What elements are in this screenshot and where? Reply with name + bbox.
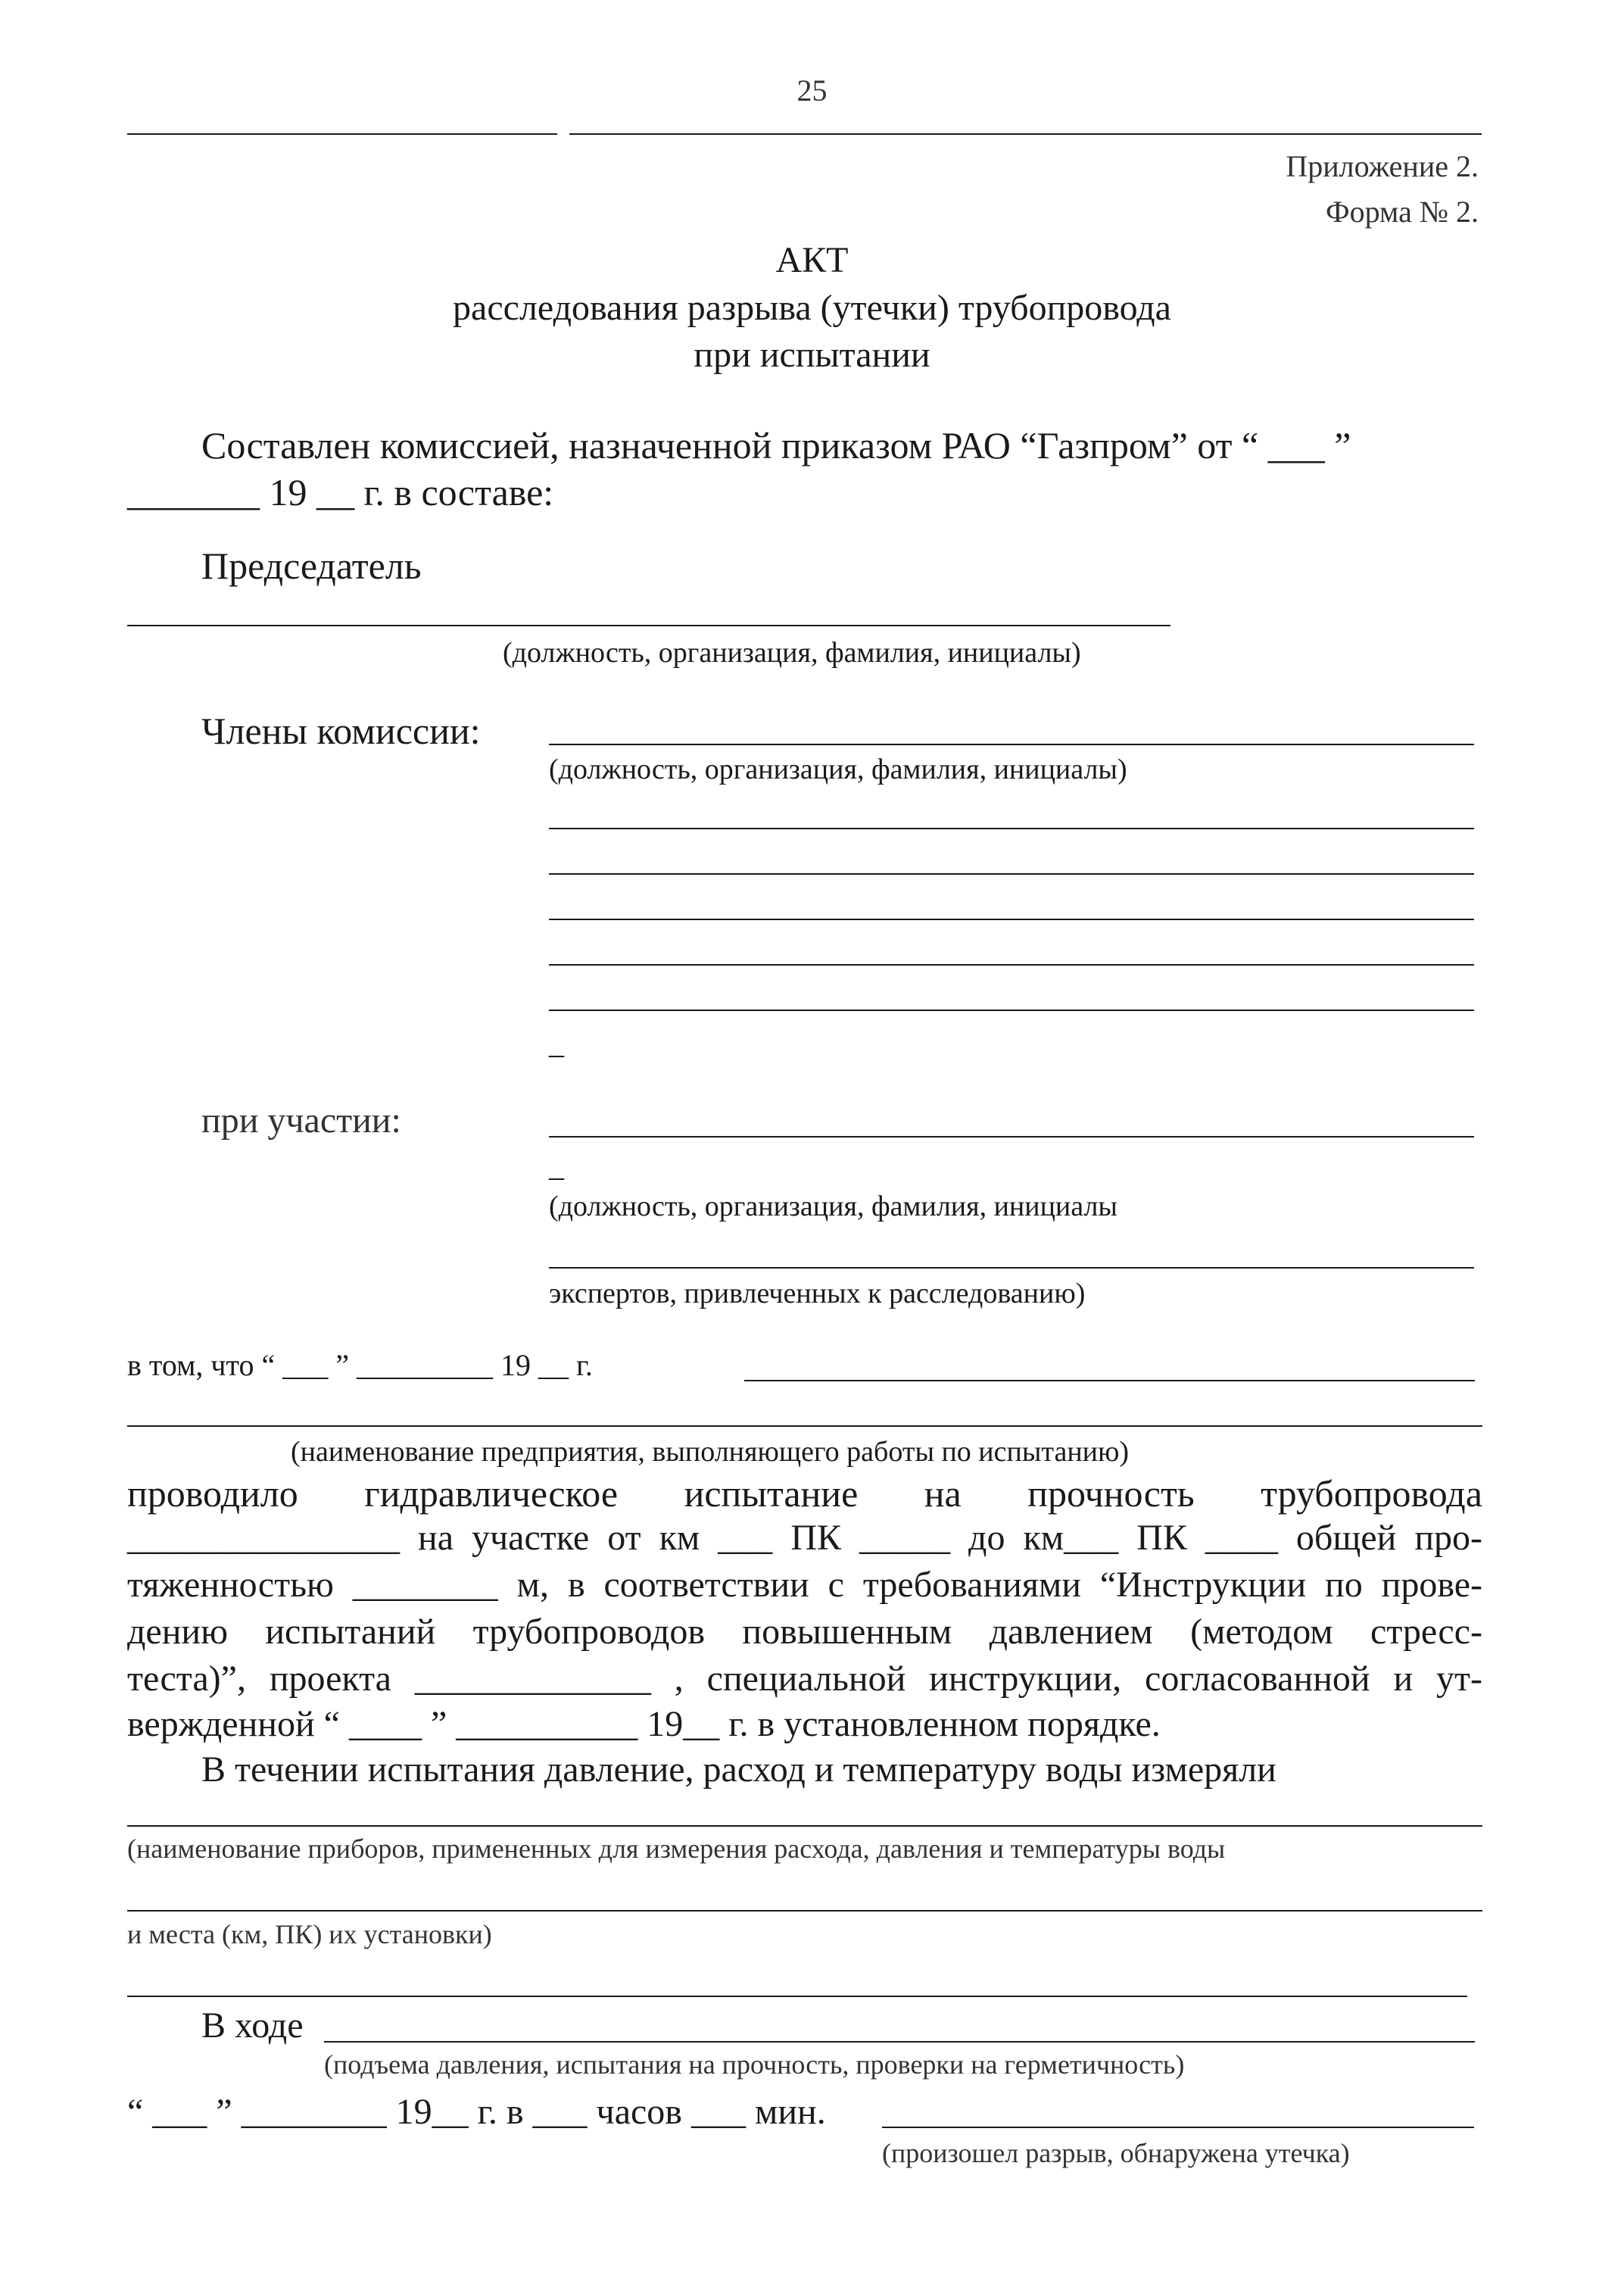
stage-field[interactable] — [324, 2041, 1475, 2043]
members-caption: (должность, организация, фамилия, инициалы) — [549, 754, 1127, 785]
places-caption: и места (км, ПК) их установки) — [127, 1919, 492, 1949]
word: гидравлическое — [364, 1472, 619, 1515]
participation-caption-2: экспертов, привлеченных к расследованию) — [549, 1278, 1086, 1309]
places-field-2[interactable] — [127, 1996, 1467, 1997]
page-number: 25 — [796, 73, 828, 108]
stage-caption: (подъема давления, испытания на прочность, проверки на герметичность) — [324, 2049, 1185, 2080]
chairman-caption: (должность, организация, фамилия, инициалы) — [503, 637, 1081, 669]
member-field-3[interactable] — [549, 873, 1474, 875]
participant-field-2[interactable] — [549, 1267, 1474, 1269]
event-field[interactable] — [882, 2127, 1474, 2128]
chairman-label: Председатель — [201, 545, 422, 587]
intro-line-1: Составлен комиссией, назначенной приказом РАО “Газпром” от “ ___ ” — [201, 424, 1351, 467]
word: трубопровода — [1261, 1472, 1482, 1515]
during-label: В ходе — [201, 2005, 304, 2046]
word: на — [924, 1472, 962, 1515]
members-dash: _ — [549, 1026, 564, 1060]
that-line: в том, что “ ___ ” _________ 19 __ г. — [127, 1348, 593, 1382]
chairman-field[interactable] — [127, 625, 1170, 626]
paragraph-1-line-3: тяженностью ________ м, в соответствии с требованиями “Инструкции по прове- — [127, 1565, 1482, 1605]
event-caption: (произошел разрыв, обнаружена утечка) — [882, 2138, 1350, 2168]
paragraph-2-line-1: В течении испытания давление, расход и температуру воды измеряли — [201, 1749, 1276, 1790]
document-title: АКТ — [775, 240, 849, 280]
participant-field-1[interactable] — [549, 1136, 1474, 1138]
document-subtitle-2: при испытании — [694, 335, 930, 375]
form-number: Форма № 2. — [1326, 195, 1479, 229]
paragraph-1-line-6: вержденной “ ____ ” __________ 19__ г. в установленном порядке. — [127, 1704, 1161, 1744]
datetime-line: “ ___ ” ________ 19__ г. в ___ часов ___ мин. — [127, 2092, 826, 2132]
intro-line-2: _______ 19 __ г. в составе: — [127, 471, 554, 513]
word: испытание — [684, 1472, 859, 1515]
paragraph-1-line-1 — [127, 1472, 1482, 1515]
member-field-5[interactable] — [549, 964, 1474, 966]
devices-caption: (наименование приборов, примененных для измерения расхода, давления и температуры воды — [127, 1834, 1226, 1864]
word: прочность — [1027, 1472, 1195, 1515]
appendix-label: Приложение 2. — [1286, 149, 1479, 183]
word: проводило — [127, 1472, 298, 1515]
places-field[interactable] — [127, 1910, 1482, 1912]
document-subtitle: расследования разрыва (утечки) трубопровода — [453, 288, 1171, 328]
paragraph-1-line-4: дению испытаний трубопроводов повышенным давлением (методом стресс- — [127, 1612, 1482, 1652]
members-label: Члены комиссии: — [201, 710, 481, 752]
paragraph-1-line-2: _______________ на участке от км ___ ПК _____ до км___ ПК ____ общей про- — [127, 1518, 1482, 1558]
participation-dash: _ — [549, 1149, 564, 1183]
member-field-2[interactable] — [549, 828, 1474, 829]
header-rule-left — [127, 133, 557, 135]
paragraph-1-line-5: теста)”, проекта _____________ , специальной инструкции, согласованной и ут- — [127, 1659, 1482, 1699]
member-field-1[interactable] — [549, 744, 1474, 745]
that-field[interactable] — [744, 1380, 1475, 1381]
enterprise-caption: (наименование предприятия, выполняющего работы по испытанию) — [291, 1436, 1130, 1468]
devices-field[interactable] — [127, 1825, 1482, 1827]
participation-caption-1: (должность, организация, фамилия, инициалы — [549, 1191, 1117, 1222]
member-field-4[interactable] — [549, 919, 1474, 920]
member-field-6[interactable] — [549, 1010, 1474, 1011]
enterprise-field[interactable] — [127, 1425, 1482, 1427]
header-rule-right — [569, 133, 1482, 135]
participation-label: при участии: — [201, 1100, 401, 1141]
